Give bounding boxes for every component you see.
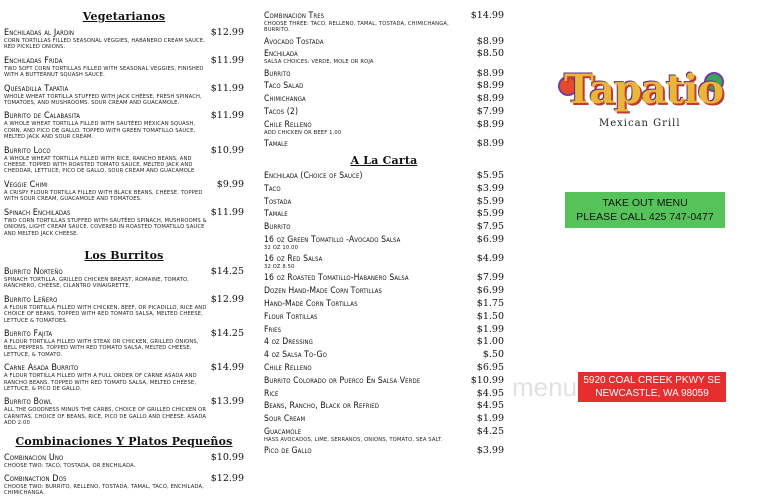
- menu-item-description: HASS AVOCADOS, LIME, SERRANOS, ONIONS, TOMATO, SEA SALT.: [264, 436, 443, 443]
- menu-item-row: [264, 36, 504, 47]
- menu-item-row: [4, 362, 244, 373]
- watermark: menu: [512, 372, 578, 402]
- menu-item: [4, 145, 244, 175]
- menu-item-name: Spinach Enchiladas: [4, 207, 71, 218]
- menu-item-description: CHOOSE TWO: TACO, TOSTADA, OR ENCHILADA.: [4, 462, 136, 469]
- menu-item-price: $8.99: [476, 118, 504, 130]
- menu-item-row: [264, 68, 504, 79]
- menu-item: [264, 234, 504, 251]
- menu-item-price: $14.25: [210, 327, 244, 339]
- menu-item: [264, 336, 504, 347]
- menu-item-name: Sour Cream: [264, 414, 306, 425]
- menu-item-price: $6.95: [476, 361, 504, 373]
- menu-item-price: $12.99: [210, 27, 244, 38]
- menu-item-name: Carne Asada Burrito: [4, 363, 79, 374]
- menu-item-price: $7.99: [476, 272, 504, 284]
- menu-item-row: [264, 183, 504, 194]
- menu-item-price: $8.99: [476, 67, 504, 79]
- menu-item: [4, 452, 244, 469]
- menu-item-row: [264, 413, 504, 424]
- left-column: [4, 10, 244, 501]
- a-la-carta-list: [264, 170, 504, 456]
- middle-column: [264, 10, 504, 458]
- menu-item-price: $11.99: [210, 110, 244, 122]
- menu-item-name: Enchilada: [264, 49, 298, 60]
- menu-item-price: $5.99: [476, 208, 504, 220]
- menu-item-price: $6.99: [476, 285, 504, 297]
- menu-item-name: Burrito de Calabasita: [4, 111, 81, 122]
- menu-item-row: [264, 426, 504, 437]
- menu-item-name: 4 oz Dressing: [264, 337, 313, 348]
- menu-item-name: Hand-Made Corn Tortillas: [264, 298, 358, 309]
- menu-item-row: [4, 55, 244, 66]
- menu-item-price: $10.99: [210, 144, 244, 156]
- menu-item-row: [4, 328, 244, 339]
- menu-item: [264, 362, 504, 373]
- menu-item: [264, 106, 504, 117]
- combos-list: [4, 452, 244, 497]
- menu-item-price: $4.99: [476, 253, 504, 265]
- menu-item-description: 32 OZ 8.50: [264, 264, 295, 271]
- menu-item-row: [264, 324, 504, 335]
- menu-item-name: Burrito Fajita: [4, 328, 53, 339]
- menu-item-row: [264, 336, 504, 347]
- menu-item: [4, 27, 244, 51]
- menu-item-name: 16 oz Green Tomatillo -Avocado Salsa: [264, 234, 401, 245]
- menu-item-description: 32 OZ 10.00: [264, 244, 299, 251]
- restaurant-logo: [556, 66, 726, 136]
- menu-item: [4, 473, 244, 497]
- takeout-phone: PLEASE CALL 425 747-0477: [576, 211, 714, 223]
- menu-item-price: $10.99: [470, 374, 504, 386]
- menu-item-name: 16 oz Red Salsa: [264, 254, 323, 265]
- menu-item: [264, 445, 504, 456]
- address-city: NEWCASTLE, WA 98059: [595, 387, 709, 399]
- menu-item-price: $14.99: [470, 10, 504, 21]
- menu-item: [264, 349, 504, 360]
- menu-item-name: Taco Salad: [264, 81, 304, 92]
- menu-item-price: $7.95: [476, 221, 504, 233]
- menu-item-price: $1.99: [476, 413, 504, 425]
- menu-item-name: Tamale: [264, 139, 288, 149]
- menu-item-price: $6.99: [476, 233, 504, 245]
- menu-item-price: $11.99: [210, 82, 244, 94]
- menu-item-name: 4 oz Salsa To-Go: [264, 350, 327, 361]
- menu-item-description: TWO SOFT CORN TORTILLAS FILLED WITH SEASONAL VEGGIES, FINISHED WITH A BUTTERNUT SQUASH SAUCE.: [4, 65, 204, 79]
- section-title-combos: Combinaciones Y Platos Pequeños: [15, 434, 233, 448]
- menu-item-name: Tamale: [264, 209, 288, 220]
- menu-item-price: $1.75: [476, 297, 504, 309]
- menu-item-name: Flour Tortillas: [264, 311, 318, 322]
- menu-item: [264, 285, 504, 296]
- menu-item: [4, 328, 244, 358]
- menu-item-description: WHOLE WHEAT TORTILLA STUFFED WITH JACK CHEESE, FRESH SPINACH, TOMATOES, AND MUSHROOMS. SOUR CREAM AND GUACAMOLE.: [4, 93, 202, 107]
- menu-item-price: $11.99: [210, 206, 244, 218]
- menu-item: [264, 253, 504, 270]
- menu-item-price: $12.99: [210, 293, 244, 305]
- menu-item: [264, 324, 504, 335]
- menu-item: [4, 396, 244, 426]
- menu-item-row: [264, 80, 504, 91]
- menu-item-price: $1.50: [476, 310, 504, 322]
- menu-item-name: Chimichanga: [264, 94, 306, 105]
- address-banner: [578, 372, 726, 402]
- menu-item: [4, 55, 244, 79]
- menu-item-price: $8.99: [476, 80, 504, 92]
- menu-item-row: [264, 221, 504, 232]
- menu-item: [264, 208, 504, 219]
- menu-item: [4, 207, 244, 237]
- menu-item-name: Quesadilla Tapatia: [4, 83, 69, 94]
- menu-item-description: A WHOLE WHEAT TORTILLA FILLED WITH SAUTÉED MEXICAN SQUASH, CORN, AND PICO DE GALLO. TOPPED WITH GREEN TOMATILLO SAUCE, MELTED JACK AND SOUR CREAM.: [4, 121, 196, 141]
- logo-subtitle: Mexican Grill: [599, 118, 681, 129]
- menu-item: [264, 138, 504, 149]
- section-title-vegetarianos: Vegetarianos: [82, 10, 166, 23]
- menu-item-price: $14.25: [210, 265, 244, 277]
- menu-item: [4, 110, 244, 140]
- menu-item-row: [4, 179, 244, 190]
- takeout-title: TAKE OUT MENU: [602, 197, 688, 209]
- menu-item-name: Beans, Rancho, Black or Refried: [264, 401, 380, 412]
- address-street: 5920 COAL CREEK PKWY SE: [583, 375, 721, 386]
- menu-item-name: Tostada: [264, 196, 292, 207]
- menu-item-name: Burrito: [264, 68, 291, 79]
- menu-item-price: $13.99: [210, 396, 244, 408]
- menu-item: [264, 272, 504, 283]
- menu-item-price: $4.25: [476, 425, 504, 437]
- menu-item-name: Taco: [264, 183, 281, 194]
- menu-item-row: [4, 266, 244, 277]
- menu-item: [4, 362, 244, 392]
- menu-item: [264, 68, 504, 79]
- menu-item: [264, 196, 504, 207]
- menu-item-row: [264, 362, 504, 373]
- menu-item-price: $7.99: [476, 106, 504, 117]
- menu-item-price: $3.99: [476, 182, 504, 194]
- menu-item: [264, 311, 504, 322]
- menu-item: [264, 426, 504, 443]
- menu-item-description: ALL THE GOODNESS MINUS THE CARBS, CHOICE OF GRILLED CHICKEN OR CARNITAS, CHOICE OF BEANS, RICE, PICO DE GALLO AND CHEESE. ASADA ADD 2.00: [4, 407, 207, 427]
- menu-item-name: Combinacion Uno: [4, 452, 64, 463]
- menu-item: [4, 83, 244, 107]
- menu-item-price: $11.99: [210, 54, 244, 66]
- menu-item-name: Enchiladas al Jardin: [4, 28, 75, 38]
- menu-item-price: $14.99: [210, 362, 244, 374]
- menu-item: [4, 266, 244, 290]
- menu-item-row: [264, 93, 504, 104]
- menu-item-row: [4, 396, 244, 407]
- menu-item-description: A WHOLE WHEAT TORTILLA FILLED WITH RICE, RANCHO BEANS, AND CHEESE. TOPPED WITH ROASTED TOMATO SAUCE, MELTED JACK AND CHEDDAR, LETTUCE, PICO DE GALLO, SOUR CREAM AND GUACAMOLE: [4, 155, 195, 175]
- menu-item-row: [264, 272, 504, 283]
- menu-item-row: [264, 400, 504, 411]
- menu-item-row: [264, 234, 504, 245]
- menu-item: [264, 298, 504, 309]
- menu-item-row: [4, 294, 244, 305]
- menu-item-name: Avocado Tostada: [264, 36, 324, 47]
- menu-item-row: [264, 10, 504, 21]
- menu-item-row: [264, 208, 504, 219]
- menu-item-name: Pico de Gallo: [264, 446, 312, 457]
- menu-item-price: $9.99: [216, 178, 244, 190]
- menu-item-name: Fries: [264, 324, 282, 335]
- menu-item-price: $.50: [482, 349, 504, 361]
- burritos-list: [4, 266, 244, 427]
- menu-item-name: Combinaction Dos: [4, 474, 67, 484]
- menu-item-description: A FLOUR TORTILLA FILLED WITH CHICKEN, BEEF, OR PICADILLO, RICE AND CHOICE OF BEANS. TOPPED WITH RED TOMATO SALSA, MELTED CHEESE, LETTUCE & TOMATOES.: [4, 304, 207, 324]
- menu-item: [264, 80, 504, 91]
- menu-item-name: Burrito Colorado or Puerco En Salsa Verde: [264, 375, 421, 386]
- menu-item-description: ADD CHICKEN OR BEEF 1.00: [264, 129, 342, 136]
- menu-item-price: $1.00: [476, 336, 504, 348]
- menu-item-price: $3.99: [476, 445, 504, 457]
- menu-item-description: CHOOSE TWO: BURRITO, RELLENO, TOSTADA, TAMAL, TACO, ENCHILADA, CHIMICHANGA.: [4, 484, 204, 497]
- menu-item-price: $4.95: [476, 400, 504, 412]
- menu-item-description: SPINACH TORTILLA, GRILLED CHICKEN BREAST, ROMAINE, TOMATO, RANCHERO, CHEESE, CILANTRO VINAIGRETTE.: [4, 276, 190, 290]
- menu-item-row: [264, 138, 504, 149]
- menu-item: [4, 294, 244, 324]
- menu-item: [264, 93, 504, 104]
- logo-name: Tapatio: [564, 66, 724, 113]
- menu-item-price: $5.95: [476, 170, 504, 181]
- menu-item-row: [4, 145, 244, 156]
- menu-item-price: $1.99: [476, 323, 504, 335]
- menu-item-row: [264, 311, 504, 322]
- menu-item-name: Burrito Leñero: [4, 294, 58, 305]
- menu-item-description: A CRISPY FLOUR TORTILLA FILLED WITH BLACK BEANS, CHEESE. TOPPED WITH SOUR CREAM, GUACAMOLE AND TOMATOES.: [4, 189, 203, 203]
- menu-item-name: Chile Relleno: [264, 362, 312, 373]
- menu-item-row: [264, 349, 504, 360]
- menu-item: [264, 48, 504, 65]
- menu-item: [264, 183, 504, 194]
- menu-item: [4, 179, 244, 203]
- menu-item-name: Tacos (2): [264, 107, 299, 117]
- menu-item-price: $8.50: [476, 48, 504, 60]
- menu-item-name: Burrito Norteño: [4, 266, 63, 277]
- menu-item-row: [264, 170, 504, 181]
- section-title-a-la-carta: A La Carta: [350, 154, 418, 167]
- menu-item: [264, 375, 504, 386]
- menu-item-row: [4, 83, 244, 94]
- menu-item: [264, 119, 504, 136]
- menu-item-price: $4.95: [476, 387, 504, 399]
- menu-item-row: [264, 375, 504, 386]
- menu-item-name: Veggie Chimi: [4, 179, 48, 190]
- menu-item: [264, 221, 504, 232]
- menu-item-price: $8.99: [476, 35, 504, 47]
- menu-item-description: CHOOSE THREE: TACO, RELLENO, TAMAL, TOSTADA, CHIMICHANGA, BURRITO.: [264, 21, 449, 34]
- menu-item-row: [264, 119, 504, 130]
- menu-item-description: A FLOUR TORTILLA FILLED WITH STEAK OR CHICKEN, GRILLED ONIONS, BELL PEPPERS. TOPPED WITH RED TOMATO SALSA, MELTED CHEESE, LETTUCE, & TOMATO.: [4, 338, 199, 358]
- takeout-banner: [565, 192, 725, 228]
- menu-item-name: 16 oz Roasted Tomatillo-Habanero Salsa: [264, 273, 409, 284]
- combos-continued-list: [264, 10, 504, 149]
- menu-item-row: [264, 196, 504, 207]
- menu-item-row: [264, 298, 504, 309]
- menu-item-price: $10.99: [210, 451, 244, 463]
- menu-item-description: A FLOUR TORTILLA FILLED WITH A FULL ORDER OF CARNE ASADA AND RANCHO BEANS. TOPPED WITH RED TOMATO SALSA, MELTED CHEESE, LETTUCE, & PICO DE GALLO.: [4, 373, 197, 392]
- menu-item: [264, 10, 504, 34]
- menu-item-name: Dozen Hand-Made Corn Tortillas: [264, 286, 383, 297]
- vegetarianos-list: [4, 27, 244, 237]
- menu-item-price: $5.99: [476, 195, 504, 207]
- menu-item-name: Enchilada (Choice of Sauce): [264, 171, 363, 181]
- menu-item-description: SALSA CHOICES: VERDE, MOLE OR ROJA: [264, 59, 374, 66]
- menu-item-description: CORN TORTILLAS FILLED SEASONAL VEGGIES, HABANERO CREAM SAUCE, RED PICKLED ONIONS.: [4, 38, 206, 51]
- menu-item-name: Combinacion Tres: [264, 11, 325, 21]
- menu-item-row: [264, 106, 504, 117]
- menu-item-name: Burrito Bowl: [4, 397, 53, 408]
- menu-item-row: [264, 48, 504, 59]
- menu-item-row: [4, 207, 244, 218]
- menu-item: [264, 388, 504, 399]
- menu-item-row: [264, 253, 504, 264]
- menu-item-row: [4, 452, 244, 463]
- menu-item-price: $12.99: [210, 473, 244, 484]
- menu-item-name: Burrito: [264, 222, 291, 233]
- menu-item: [264, 400, 504, 411]
- menu-item-price: $8.99: [476, 138, 504, 149]
- menu-item-row: [4, 473, 244, 484]
- menu-item: [264, 413, 504, 424]
- menu-item-row: [4, 110, 244, 121]
- menu-item-name: Burrito Loco: [4, 145, 51, 156]
- menu-item: [264, 36, 504, 47]
- menu-item-name: Chile Relleno: [264, 119, 312, 130]
- menu-item-name: Guacamole: [264, 426, 302, 437]
- menu-item-name: Enchiladas Frida: [4, 55, 63, 66]
- menu-item-price: $8.99: [476, 93, 504, 105]
- menu-item-description: TWO CORN TORTILLAS STUFFED WITH SAUTÉED SPINACH, MUSHROOMS & ONIONS, LIGHT CREAM SAUCE. COVERED IN ROASTED TOMATILLO SAUCE AND MELTED JACK CHEESE.: [4, 217, 207, 237]
- menu-item-row: [264, 388, 504, 399]
- section-title-burritos: Los Burritos: [84, 248, 164, 262]
- menu-item-row: [264, 285, 504, 296]
- menu-item-row: [4, 27, 244, 38]
- menu-item-name: Rice: [264, 388, 279, 399]
- menu-item: [264, 170, 504, 181]
- menu-item-row: [264, 445, 504, 456]
